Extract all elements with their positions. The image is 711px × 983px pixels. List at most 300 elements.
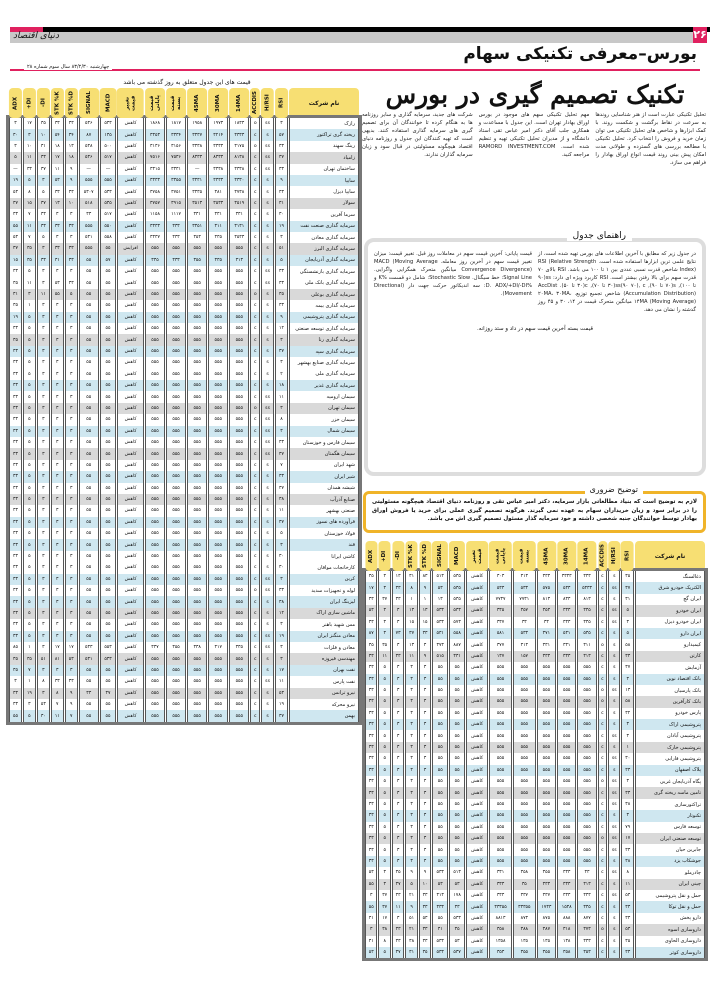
table-cell: ۳ bbox=[9, 676, 22, 687]
table-cell: کاهش bbox=[466, 799, 488, 810]
company-name: داروسازی الحاوی bbox=[635, 936, 705, 947]
table-cell: ۳۴ bbox=[65, 129, 78, 140]
table-cell: ۵۵۵ bbox=[208, 653, 228, 664]
table-cell: ۵۵۵ bbox=[557, 696, 576, 707]
table-cell: ۵ bbox=[378, 685, 390, 696]
table-cell: ۵۳۵ bbox=[100, 198, 117, 209]
table-cell: کاهش bbox=[117, 676, 144, 687]
table-cell: ۵۵ bbox=[100, 665, 117, 676]
table-cell: s bbox=[261, 232, 274, 243]
table-cell: ۵۵۵ bbox=[537, 776, 556, 787]
table-cell: ۵۵۵ bbox=[208, 562, 228, 573]
table-cell: ۵ bbox=[23, 574, 36, 585]
table-cell: c bbox=[250, 608, 260, 619]
table-cell: ۳۳ bbox=[365, 799, 377, 810]
table-cell: ۵۵۵ bbox=[208, 585, 228, 596]
table-cell: ۳ bbox=[65, 437, 78, 448]
table-cell: ۵۵۵ bbox=[229, 369, 249, 380]
table-cell: ss bbox=[608, 787, 620, 798]
table-cell: ۳۳ bbox=[51, 186, 64, 197]
table-cell: ۵۵۵ bbox=[577, 833, 596, 844]
table-cell: کاهش bbox=[117, 277, 144, 288]
company-name: معادن و فلزات bbox=[289, 642, 359, 653]
table-cell: ۵۵۵ bbox=[208, 243, 228, 254]
table-cell: ۵۵۵ bbox=[145, 369, 165, 380]
table-cell: ۵۳۳ bbox=[100, 186, 117, 197]
table-cell: ۳ bbox=[51, 391, 64, 402]
table-cell: ۳ bbox=[65, 346, 78, 357]
table-cell: ۳ bbox=[378, 582, 390, 593]
table-cell: ۳ bbox=[405, 765, 417, 776]
table-cell: ۵ bbox=[23, 494, 36, 505]
table-cell: ۳۷ bbox=[9, 243, 22, 254]
table-row bbox=[9, 403, 359, 414]
table-cell: ۵۵۵ bbox=[145, 312, 165, 323]
table-cell: ۵۳۳ bbox=[432, 947, 448, 958]
table-cell: ۵۵ bbox=[432, 913, 448, 924]
table-cell: o bbox=[250, 585, 260, 596]
table-cell: ۵۳۶ bbox=[79, 118, 99, 129]
table-cell: ۱۹ bbox=[9, 175, 22, 186]
table-cell: ۳۳۳ bbox=[557, 651, 576, 662]
table-cell: ۵۵۵ bbox=[577, 753, 596, 764]
table-cell: ۵۵۵ bbox=[145, 300, 165, 311]
table-cell: c bbox=[598, 799, 607, 810]
table-cell: ۱۵۳۸ bbox=[557, 901, 576, 912]
table-cell: ۵ bbox=[23, 596, 36, 607]
table-cell: ۵۵ bbox=[100, 494, 117, 505]
table-cell: ۳ bbox=[419, 856, 431, 867]
table-cell: ss bbox=[261, 118, 274, 129]
table-cell: ۳۷ bbox=[9, 198, 22, 209]
table-cell: ۱۳۷ bbox=[489, 651, 512, 662]
table-cell: ۳ bbox=[392, 639, 404, 650]
table-cell: ۵ bbox=[378, 730, 390, 741]
table-cell: ۳۳۱ bbox=[537, 639, 556, 650]
table-cell: ۳ bbox=[37, 642, 50, 653]
company-name: سرمایه گذاری پتروشیمی bbox=[289, 312, 359, 323]
table-cell: ۵۵ bbox=[449, 719, 465, 730]
table-cell: ۳ bbox=[23, 129, 36, 140]
table-cell: کاهش bbox=[117, 334, 144, 345]
table-cell: ۵۳ bbox=[365, 605, 377, 616]
table-cell: ۸۷ bbox=[365, 628, 377, 639]
table-cell: ۵۵۵ bbox=[229, 448, 249, 459]
table-cell: ۳ bbox=[65, 494, 78, 505]
table-cell: کاهش bbox=[117, 266, 144, 277]
table-cell: ۳۳ bbox=[275, 300, 288, 311]
table-cell: — bbox=[79, 164, 99, 175]
table-cell: s bbox=[608, 936, 620, 947]
table-cell: ۳ bbox=[37, 403, 50, 414]
table-cell: ۳۳۳۵۵ bbox=[489, 901, 512, 912]
table-cell: ۵۵۵ bbox=[229, 585, 249, 596]
table-cell: ۵۵۵ bbox=[145, 323, 165, 334]
table-cell: ۳ bbox=[51, 426, 64, 437]
table-cell: ۵ bbox=[378, 833, 390, 844]
table-cell: ۵۵۵ bbox=[229, 676, 249, 687]
column-header: H/RSI bbox=[261, 88, 274, 118]
table-cell: ۳۳ bbox=[65, 221, 78, 232]
table-cell: ۳۳ bbox=[365, 787, 377, 798]
table-cell: ۵۵۵ bbox=[166, 300, 186, 311]
table-cell: ۵ bbox=[23, 334, 36, 345]
table-cell: ۵۵ bbox=[100, 300, 117, 311]
table-cell: ۱۸۳۳ bbox=[229, 118, 249, 129]
table-cell: ۵۵ bbox=[79, 608, 99, 619]
table-cell: ۵۵۵ bbox=[166, 266, 186, 277]
company-name: کاشی ایرانا bbox=[289, 551, 359, 562]
table-row bbox=[9, 699, 359, 710]
table-cell: s bbox=[261, 312, 274, 323]
table-cell: ۳۳۱ bbox=[229, 209, 249, 220]
table-cell: ۳ bbox=[37, 334, 50, 345]
table-cell: ۱۷ bbox=[23, 118, 36, 129]
table-cell: ۳۳ bbox=[37, 209, 50, 220]
table-cell: ۳ bbox=[51, 437, 64, 448]
table-cell: ۵ bbox=[23, 380, 36, 391]
table-cell: ۵۵۳ bbox=[100, 642, 117, 653]
table-cell: ۵۳۳ bbox=[513, 628, 536, 639]
table-cell: ۳۵ bbox=[392, 867, 404, 878]
table-cell: ۳۱۵۶ bbox=[166, 141, 186, 152]
table-cell: c bbox=[598, 856, 607, 867]
company-name: توسعه فارس bbox=[635, 822, 705, 833]
table-cell: ۳ bbox=[9, 118, 22, 129]
newspaper-logo: دنیای اقتصاد bbox=[13, 31, 59, 41]
table-cell: ۳۳ bbox=[365, 651, 377, 662]
table-cell: ۳۳ bbox=[9, 460, 22, 471]
company-name: سرمایه گذاری معادن bbox=[289, 232, 359, 243]
table-cell: ۳ bbox=[378, 879, 390, 890]
table-cell: ۵۵۵ bbox=[229, 653, 249, 664]
disclaimer-title: توضیح ضروری bbox=[585, 485, 643, 494]
table-cell: ۳۳ bbox=[392, 594, 404, 605]
table-cell: ۳ bbox=[65, 596, 78, 607]
table-cell: ۳۳۳ bbox=[557, 890, 576, 901]
table-cell: ۵۵۵ bbox=[145, 426, 165, 437]
table-cell: ۳ bbox=[51, 357, 64, 368]
table-cell: ۳۳ bbox=[65, 277, 78, 288]
table-cell: ۵۳ bbox=[365, 867, 377, 878]
table-cell: ۳۷۳۸ bbox=[229, 186, 249, 197]
table-row bbox=[9, 312, 359, 323]
table-cell: ۵ bbox=[9, 152, 22, 163]
table-cell: ۳ bbox=[51, 619, 64, 630]
table-cell: ۳۳ bbox=[9, 391, 22, 402]
table-cell: ۵۵۵ bbox=[145, 448, 165, 459]
table-cell: s bbox=[261, 323, 274, 334]
table-cell: ۵۵۵ bbox=[229, 323, 249, 334]
table-cell: ۳ bbox=[621, 730, 634, 741]
table-cell: s bbox=[261, 221, 274, 232]
table-row bbox=[9, 380, 359, 391]
table-cell: c bbox=[250, 198, 260, 209]
table-cell: ۳ bbox=[65, 505, 78, 516]
company-name: ذغالسنگ bbox=[635, 571, 705, 582]
table-cell: ۵۵۵ bbox=[187, 369, 207, 380]
table-cell: ۵ bbox=[405, 879, 417, 890]
table-cell: کاهش bbox=[466, 571, 488, 582]
company-name: حمل و نقل توکا bbox=[635, 901, 705, 912]
table-cell: ۵۵ bbox=[100, 505, 117, 516]
company-name: بانک اقتصاد نوین bbox=[635, 674, 705, 685]
table-cell: s bbox=[261, 596, 274, 607]
table-cell: ۳ bbox=[419, 787, 431, 798]
table-cell: ۳۳ bbox=[275, 266, 288, 277]
table-cell: ۵۵۵ bbox=[577, 799, 596, 810]
table-cell: ۵۵۵ bbox=[577, 685, 596, 696]
table-cell: ۳ bbox=[405, 674, 417, 685]
table-cell: ۵ bbox=[378, 696, 390, 707]
table-cell: ss bbox=[608, 890, 620, 901]
table-cell: ۳ bbox=[65, 300, 78, 311]
table-cell: کاهش bbox=[466, 662, 488, 673]
table-cell: ۳ bbox=[51, 585, 64, 596]
company-name: حمل و نقل پتروشیمی bbox=[635, 890, 705, 901]
table-cell: ۱۸۶۸ bbox=[145, 118, 165, 129]
table-cell: ۱۳ bbox=[392, 571, 404, 582]
table-cell: ۵۵۵ bbox=[187, 266, 207, 277]
table-cell: ۵۱۵ bbox=[432, 651, 448, 662]
table-cell: ۵ bbox=[23, 528, 36, 539]
company-name: سیمان شمال bbox=[289, 426, 359, 437]
table-cell: ۱۱ bbox=[23, 221, 36, 232]
table-cell: ۳ bbox=[405, 776, 417, 787]
company-name: تراکتورسازی bbox=[635, 799, 705, 810]
table-cell: ۳۳۵۳ bbox=[145, 129, 165, 140]
table-cell: ۵۵۵ bbox=[537, 685, 556, 696]
table-cell: ۵۵ bbox=[100, 323, 117, 334]
table-row bbox=[9, 209, 359, 220]
table-cell: ۳ bbox=[51, 574, 64, 585]
table-cell: ۳ bbox=[275, 653, 288, 664]
table-cell: ۵۱ bbox=[37, 653, 50, 664]
table-cell: ۵۵۵ bbox=[208, 426, 228, 437]
table-cell: ۵۵۵ bbox=[557, 776, 576, 787]
table-cell: ۵ bbox=[378, 810, 390, 821]
table-cell: — bbox=[187, 164, 207, 175]
table-cell: ۵۱۳ bbox=[449, 867, 465, 878]
table-cell: ۵۳۸ bbox=[79, 141, 99, 152]
table-cell: ۳۳ bbox=[9, 414, 22, 425]
table-cell: ۳۳۵ bbox=[577, 605, 596, 616]
table-cell: c bbox=[250, 391, 260, 402]
table-cell: ۳۱ bbox=[432, 924, 448, 935]
table-cell: ۵ bbox=[378, 662, 390, 673]
table-cell: ۳۳ bbox=[365, 776, 377, 787]
table-cell: ۹ bbox=[419, 867, 431, 878]
table-cell: ۵۵۵ bbox=[187, 528, 207, 539]
table-cell: ۳ bbox=[392, 844, 404, 855]
table-cell: ۳ bbox=[275, 118, 288, 129]
company-name: آزمایش bbox=[635, 662, 705, 673]
table-cell: ۵۵۵ bbox=[145, 574, 165, 585]
table-cell: کاهش bbox=[117, 209, 144, 220]
table-cell: ۵۳ bbox=[419, 913, 431, 924]
table-cell: ۳۳ bbox=[65, 243, 78, 254]
table-cell: ۳ bbox=[405, 685, 417, 696]
table-cell: ۳ bbox=[37, 585, 50, 596]
table-cell: کاهش bbox=[466, 936, 488, 947]
table-cell: ۵۵ bbox=[100, 277, 117, 288]
table-cell: ۵۵۵ bbox=[229, 391, 249, 402]
table-cell: ۳۳ bbox=[9, 369, 22, 380]
table-cell: کاهش bbox=[117, 460, 144, 471]
table-cell: ۱۱ bbox=[275, 676, 288, 687]
table-cell: ۳ bbox=[392, 696, 404, 707]
table-cell: ۱ bbox=[419, 594, 431, 605]
table-cell: ۸۷۳ bbox=[513, 913, 536, 924]
table-cell: c bbox=[598, 901, 607, 912]
table-cell: کاهش bbox=[466, 867, 488, 878]
table-cell: ۳۳ bbox=[9, 505, 22, 516]
guide-right-text: در جدول زیر که مطابق با آخرین اطلاعات های بورس تهیه شده است، از نتایج علمی ترین ابزارها استفاده شده است. RSI (Relative Strength Index) شاخص قدرت نسبی عددی بین ۱ تا ۱۰۰ می باشد. RSI بالای ۷۰ قدرت سهم برای بالا رفتن بیشتر است. RSI کاربرد ویژه ای دارد: ss(۹۰ تا ۱۰۰), s(۷۰ تا ۹۰), ss(۹۰ ۷۰), c(۳۰ تا ۷۰), c(۳۰ تا ۵۰). AccDist (Accumulation Distribution) شاخص تجمیع توزیع. ۲۰MA، ۳۰MA، ۱۴MA (Moving Average) میانگین متحرک قیمت در ۱۴، ۳۰ و ۴۵ روز گذشته را نشان می دهد. bbox=[538, 251, 696, 313]
table-cell: ۸ bbox=[23, 186, 36, 197]
table-cell: کاهش bbox=[117, 665, 144, 676]
table-row bbox=[9, 221, 359, 232]
table-cell: ۳۳۱۵ bbox=[145, 164, 165, 175]
table-cell: ۳ bbox=[51, 471, 64, 482]
table-cell: ۵۵ bbox=[432, 696, 448, 707]
table-cell: ۱۹۵۸ bbox=[187, 118, 207, 129]
table-cell: c bbox=[598, 742, 607, 753]
table-cell: ۹ bbox=[419, 651, 431, 662]
table-cell: کاهش bbox=[117, 323, 144, 334]
table-row bbox=[9, 141, 359, 152]
table-cell: ۱ bbox=[621, 742, 634, 753]
table-cell: ۳ bbox=[51, 312, 64, 323]
table-cell: ۵۵ bbox=[100, 608, 117, 619]
table-cell: ۳۳ bbox=[9, 448, 22, 459]
table-cell: ۵۵۵ bbox=[166, 448, 186, 459]
table-cell: s bbox=[608, 913, 620, 924]
table-cell: کاهش bbox=[117, 403, 144, 414]
table-cell: ۵۳۵ bbox=[449, 594, 465, 605]
table-cell: ۳ bbox=[65, 403, 78, 414]
table-cell: c bbox=[250, 369, 260, 380]
company-name: نفت بهران bbox=[289, 665, 359, 676]
table-cell: ۳۳ bbox=[9, 688, 22, 699]
table-cell: s bbox=[261, 175, 274, 186]
table-cell: ۵۵۵ bbox=[187, 562, 207, 573]
table-cell: ۳۳ bbox=[9, 209, 22, 220]
table-cell: ۵۵۵ bbox=[489, 696, 512, 707]
table-cell: ۵۵ bbox=[100, 266, 117, 277]
table-row bbox=[365, 674, 705, 685]
table-cell: ۳۳۳۱ bbox=[187, 175, 207, 186]
disclaimer-text: لازم به توضیح است که بنیاد مطالعاتی بازار سرمایه، دکتر امیر عباس تقی و روزنامه دنیای اقتصاد هیچگونه مسئولیتی را در برابر سود و زیان خریداران سهام به عهده نمی گیرند. هرگونه تصمیم گیری عملی برای خرید یا فروش اوراق بهادار توسط خوانندگان جنبه شخصی داشته و خود سرمایه گذار مسئول تصمیم گیری اش می باشد. bbox=[372, 499, 697, 522]
table-cell: ۸۱ bbox=[51, 653, 64, 664]
table-cell: ۳ bbox=[51, 596, 64, 607]
table-row bbox=[9, 494, 359, 505]
table-cell: ۵۳۳ bbox=[513, 582, 536, 593]
table-cell: ۳۵ bbox=[37, 118, 50, 129]
table-cell: ۵۵۵ bbox=[187, 460, 207, 471]
table-cell: ۷ bbox=[23, 209, 36, 220]
table-cell: c bbox=[598, 867, 607, 878]
table-cell: ۳۵ bbox=[23, 243, 36, 254]
table-cell: ۵۵۵ bbox=[537, 765, 556, 776]
table-cell: ۵۵۵ bbox=[557, 856, 576, 867]
table-cell: ۵۵۵ bbox=[208, 437, 228, 448]
table-cell: ۳ bbox=[51, 323, 64, 334]
table-cell: ۵۵ bbox=[432, 753, 448, 764]
table-cell: ۵۵۵ bbox=[208, 710, 228, 721]
company-name: سرمایه گذاری البرز bbox=[289, 243, 359, 254]
table-cell: ۵۵۵ bbox=[208, 665, 228, 676]
table-cell: ۵ bbox=[621, 628, 634, 639]
table-cell: ۳۸۸ bbox=[513, 924, 536, 935]
table-cell: ۳ bbox=[51, 460, 64, 471]
table-cell: ss bbox=[261, 574, 274, 585]
column-header: MACD bbox=[100, 88, 117, 118]
table-row bbox=[365, 685, 705, 696]
column-header: قیمت بسته bbox=[166, 88, 186, 118]
table-cell: ۳۳۳۳ bbox=[208, 175, 228, 186]
table-cell: ۳ bbox=[405, 719, 417, 730]
table-cell: ۳ bbox=[37, 460, 50, 471]
table-cell: s bbox=[261, 369, 274, 380]
table-cell: ۱۷ bbox=[378, 913, 390, 924]
table-cell: ۵۵۵ bbox=[229, 243, 249, 254]
table-cell: کاهش bbox=[466, 742, 488, 753]
table-row bbox=[365, 856, 705, 867]
table-cell: ۵۵۵ bbox=[208, 574, 228, 585]
table-cell: ۳ bbox=[51, 369, 64, 380]
table-cell: ۸۸۱۳ bbox=[489, 913, 512, 924]
table-cell: ۵۵۵ bbox=[145, 243, 165, 254]
table-cell: ss bbox=[261, 141, 274, 152]
table-cell: ۳ bbox=[392, 742, 404, 753]
table-cell: s bbox=[261, 528, 274, 539]
table-cell: ۵۸ bbox=[621, 639, 634, 650]
table-cell: ۵۵۵ bbox=[208, 414, 228, 425]
table-cell: ۵۵ bbox=[100, 334, 117, 345]
table-cell: ۳۰ bbox=[275, 551, 288, 562]
table-cell: ۳ bbox=[37, 277, 50, 288]
table-cell: s bbox=[261, 619, 274, 630]
table-cell: ۱۱ bbox=[392, 901, 404, 912]
table-cell: کاهش bbox=[466, 776, 488, 787]
table-cell: ۵۵۵ bbox=[166, 289, 186, 300]
table-cell: ۳۳ bbox=[392, 890, 404, 901]
table-cell: ۵۵۵ bbox=[513, 799, 536, 810]
table-cell: ss bbox=[261, 585, 274, 596]
table-cell: ۳۵ bbox=[365, 571, 377, 582]
table-cell: ۵۵۵ bbox=[187, 334, 207, 345]
table-cell: ۳۳۳۸ bbox=[187, 141, 207, 152]
table-cell: ۷۷۳۷ bbox=[489, 594, 512, 605]
table-cell: ۸۳۳۳ bbox=[208, 152, 228, 163]
table-cell: ۳ bbox=[37, 391, 50, 402]
table-cell: ۳۳ bbox=[621, 901, 634, 912]
table-cell: ۵۵۵ bbox=[229, 505, 249, 516]
table-row bbox=[9, 118, 359, 129]
table-cell: ۳۵۳۳ bbox=[229, 232, 249, 243]
table-row bbox=[9, 483, 359, 494]
table-cell: ۳۱۳۶ bbox=[145, 141, 165, 152]
table-cell: ۵۵۵ bbox=[187, 653, 207, 664]
company-name: ایران گچ bbox=[635, 594, 705, 605]
table-cell: ۸۵ bbox=[9, 642, 22, 653]
company-name: دارو پخش bbox=[635, 913, 705, 924]
table-cell: ۵۵۵ bbox=[187, 676, 207, 687]
table-cell: کاهش bbox=[466, 856, 488, 867]
table-cell: s bbox=[261, 460, 274, 471]
table-row bbox=[365, 594, 705, 605]
table-cell: ۹ bbox=[65, 164, 78, 175]
